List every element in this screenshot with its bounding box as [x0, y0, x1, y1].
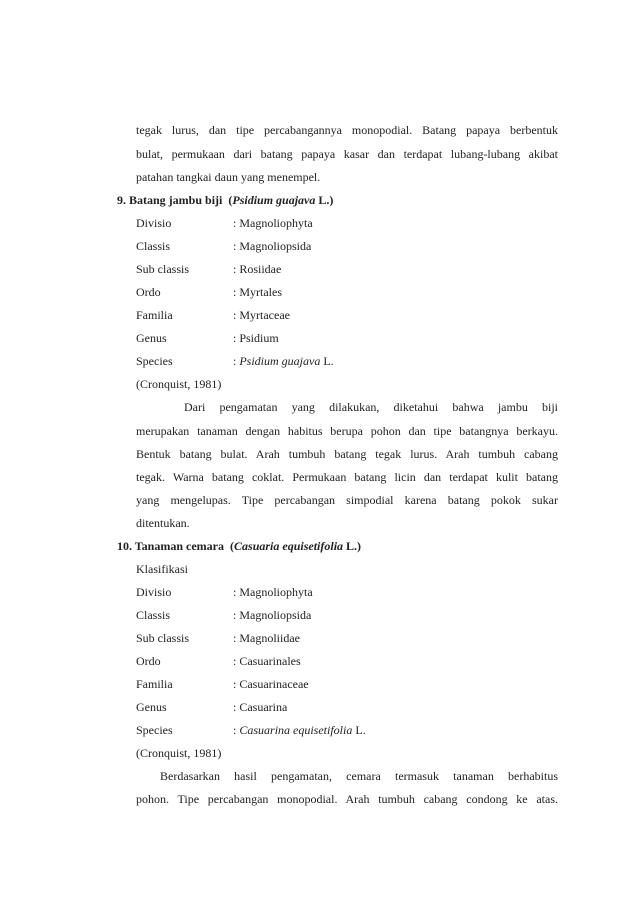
s9-familia-label: Familia	[136, 308, 173, 322]
s10-species-label: Species	[136, 723, 173, 737]
s9-ordo-value: : Myrtales	[233, 285, 282, 299]
s10-ordo-value: : Casuarinales	[233, 654, 301, 668]
section-10-heading-open: (	[230, 539, 235, 553]
s10-subclassis-value: : Magnoliidae	[233, 631, 300, 645]
intro-line-3: patahan tangkai daun yang menempel.	[136, 170, 321, 184]
s10-classis-value: : Magnoliopsida	[233, 608, 312, 622]
s10-genus-label: Genus	[136, 700, 167, 714]
s10-species-name: Casuarina equisetifolia	[239, 723, 353, 737]
s9-subclassis-value: : Rosiidae	[233, 262, 282, 276]
s9-species-value	[233, 354, 334, 368]
s9-familia-value: : Myrtaceae	[233, 308, 290, 322]
s10-species-colon: :	[233, 723, 240, 737]
s9-divisio-value: : Magnoliophyta	[233, 216, 313, 230]
s9-citation: (Cronquist, 1981)	[136, 377, 222, 391]
section-9-heading-open: (	[228, 193, 233, 207]
s9-ordo-label: Ordo	[136, 285, 161, 299]
s9-species-colon: :	[233, 354, 240, 368]
s10-familia-value: : Casuarinaceae	[233, 677, 309, 691]
section-9-heading	[117, 193, 333, 207]
s9-paragraph-line-1: Dari pengamatan yang dilakukan, diketahui bahwa jambu biji	[184, 400, 558, 414]
s9-paragraph-line-2: merupakan tanaman dengan habitus berupa pohon dan tipe batangnya berkayu.	[136, 424, 558, 438]
s10-species-value	[233, 723, 366, 737]
section-9-heading-prefix: 9. Batang jambu biji	[117, 193, 223, 207]
s9-genus-label: Genus	[136, 331, 167, 345]
section-10-heading-prefix: 10. Tanaman cemara	[117, 539, 225, 553]
s10-paragraph-line-2: pohon. Tipe percabangan monopodial. Arah tumbuh cabang condong ke atas.	[136, 792, 558, 806]
section-10-heading	[117, 539, 361, 553]
intro-line-2: bulat, permukaan dari batang papaya kasar dan terdapat lubang-lubang akibat	[136, 147, 558, 161]
s9-paragraph-line-3: Bentuk batang bulat. Arah tumbuh batang tegak lurus. Arah tumbuh cabang	[136, 447, 558, 461]
section-10-heading-species: Casuaria equisetifolia	[234, 539, 344, 553]
s10-divisio-value: : Magnoliophyta	[233, 585, 313, 599]
s9-classis-label: Classis	[136, 239, 171, 253]
s10-species-author: L.	[352, 723, 366, 737]
s10-klasifikasi: Klasifikasi	[136, 562, 188, 576]
s10-ordo-label: Ordo	[136, 654, 161, 668]
s9-divisio-label: Divisio	[136, 216, 172, 230]
s10-genus-value: : Casuarina	[233, 700, 288, 714]
s9-paragraph-line-6: ditentukan.	[136, 516, 190, 530]
s9-species-label: Species	[136, 354, 173, 368]
s9-species-name: Psidium guajava	[239, 354, 321, 368]
section-10-heading-author: L.)	[343, 539, 362, 553]
s10-subclassis-label: Sub classis	[136, 631, 190, 645]
section-9-heading-species: Psidium guajava	[232, 193, 316, 207]
s9-paragraph-line-4: tegak. Warna batang coklat. Permukaan batang licin dan terdapat kulit batang	[136, 470, 558, 484]
s9-genus-value: : Psidium	[233, 331, 279, 345]
s9-species-author: L.	[320, 354, 334, 368]
s10-divisio-label: Divisio	[136, 585, 172, 599]
s10-citation: (Cronquist, 1981)	[136, 746, 222, 760]
s10-familia-label: Familia	[136, 677, 173, 691]
section-9-heading-author: L.)	[315, 193, 334, 207]
s10-classis-label: Classis	[136, 608, 171, 622]
s9-subclassis-label: Sub classis	[136, 262, 190, 276]
s10-paragraph-line-1: Berdasarkan hasil pengamatan, cemara termasuk tanaman berhabitus	[160, 769, 558, 783]
intro-line-1: tegak lurus, dan tipe percabangannya monopodial. Batang papaya berbentuk	[136, 123, 558, 137]
s9-paragraph-line-5: yang mengelupas. Tipe percabangan simpodial karena batang pokok sukar	[136, 493, 558, 507]
s9-classis-value: : Magnoliopsida	[233, 239, 312, 253]
